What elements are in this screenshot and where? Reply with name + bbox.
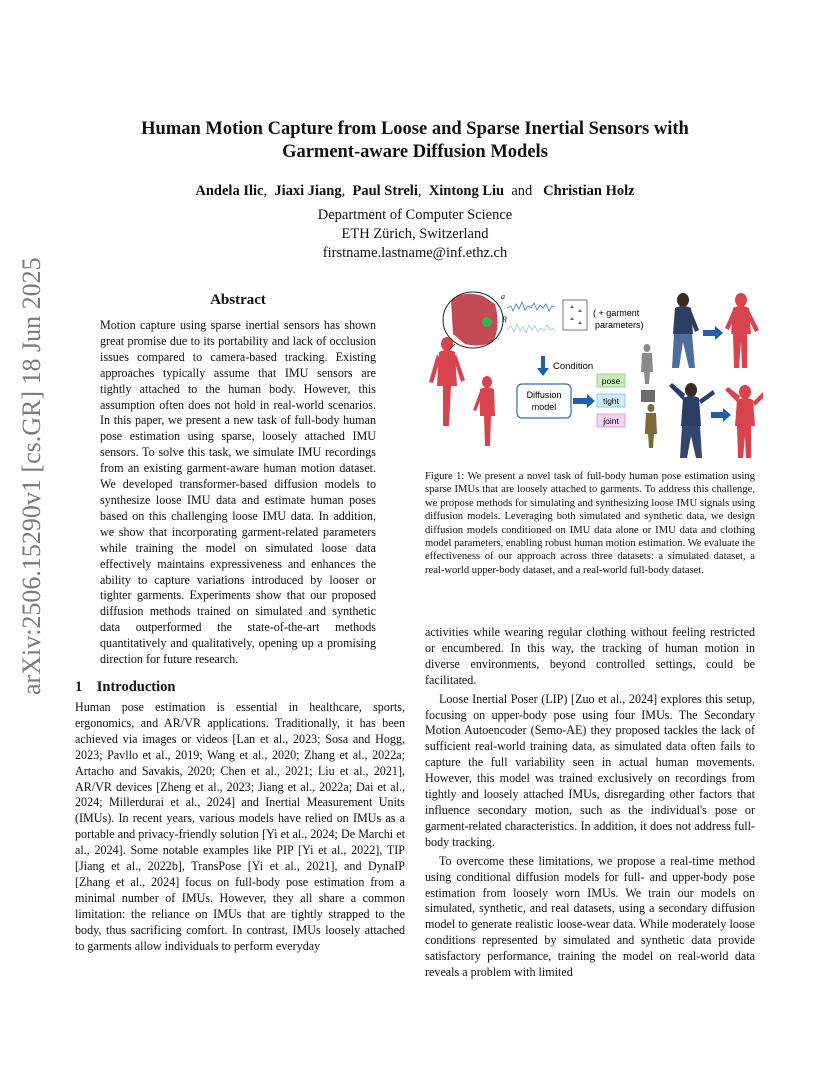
- abstract-text: Motion capture using sparse inertial sensors has shown great promise due to its portability and lack of occlusion issues compared to camera-based tracking. Existing approaches typically assume that IMU sensors are tightly attached to the human body. However, this assumption often does not hold in real-world scenarios. In this paper, we present a new task of full-body human pose estimation using sparse, loosely attached IMU sensors. To solve this task, we simulate IMU recordings from an existing garment-aware human motion dataset. We developed transformer-based diffusion models to synthesize loose IMU data and estimate human poses based on this challenging loose IMU data. In addition, we show that incorporating garment-related parameters while training the model on simulated loose data effectively maintains expressiveness and enhances the ability to capture variations introduced by looser or tighter garments. Experiments show that our proposed diffusion methods trained on simulated and synthetic data outperformed the state-of-the-art methods quantitatively and qualitatively, opening up a promising direction for future research.: [100, 318, 376, 667]
- garment-note-2: parameters): [595, 320, 644, 330]
- intro-paragraph-1: Human pose estimation is essential in healthcare, sports, ergonomics, and AR/VR applications. Traditionally, it has been achieved via images or videos [Lan et al., 2023; Sosa and Hogg, 2023; Pavllo et al., 2019; Wang et al., 2020; Zhang et al., 2022a; Artacho and Savakis, 2020; Chen et al., 2021; Liu et al., 2021], AR/VR devices [Zheng et al., 2023; Jiang et al., 2022a; Dai et al., 2024; Millerdurai et al., 2024] and Inertial Measurement Units (IMUs). In recent years, various models have relied on IMUs as a portable and privacy-friendly solution [Yi et al., 2024; De Marchi et al., 2024]. Some notable examples like PIP [Yi et al., 2022], TIP [Jiang et al., 2022b], TransPose [Yi et al., 2021], and DynaIP [Zhang et al., 2024] focus on full-body pose estimation from a minimal number of IMUs. However, they all share a common limitation: the reliance on IMUs that are tightly strapped to the body, thus sacrificing comfort. In contrast, IMUs loosely attached to garments allow individuals to perform everyday: [75, 700, 405, 953]
- label-R: R: [502, 315, 507, 324]
- author-list: Andela Ilic, Jiaxi Jiang, Paul Streli, Xintong Liu and Christian Holz: [195, 183, 635, 199]
- arxiv-stamp: arXiv:2506.15290v1 [cs.GR] 18 Jun 2025: [17, 257, 46, 695]
- output-tag-tight-label: tight: [602, 396, 620, 406]
- intro-right-column: [425, 625, 755, 981]
- arrow-top: [703, 326, 723, 340]
- middle-body-figure: [473, 376, 495, 446]
- author-name: Christian Holz: [543, 183, 635, 199]
- output-tag-pose-label: pose: [601, 376, 621, 386]
- section-number: 1: [75, 679, 83, 695]
- paper-title: [90, 118, 740, 164]
- condition-arrow-head: [537, 368, 549, 376]
- person-photo-bottom: [669, 383, 715, 458]
- arrow-bottom: [711, 408, 731, 422]
- title-line-1: Human Motion Capture from Loose and Sparse Inertial Sensors with: [141, 119, 689, 139]
- person-photo-top: [672, 293, 699, 368]
- garment-note-1: ( + garment: [593, 308, 640, 318]
- output-arrow: [573, 394, 595, 408]
- author-name: Andela Ilic: [195, 183, 264, 199]
- intro-paragraph-1-continued: activities while wearing regular clothing without feeling restricted or encumbered. In this way, the tracking of human motion in diverse environments, beyond controlled settings, could be facilitated.: [425, 625, 755, 687]
- label-a: a: [501, 292, 505, 301]
- author-name: Xintong Liu: [428, 183, 505, 199]
- output-tag-joint-label: joint: [603, 416, 619, 426]
- imu-sensor-box: [563, 300, 587, 330]
- section-heading-introduction: [75, 679, 395, 696]
- diffusion-label-2: model: [531, 402, 557, 412]
- small-pose-figures: [641, 344, 657, 448]
- author-name: Paul Streli: [352, 183, 418, 199]
- title-line-2: Garment-aware Diffusion Models: [282, 142, 548, 162]
- result-body-top: [725, 293, 759, 368]
- intro-paragraph-3: To overcome these limitations, we propose a real-time method using conditional diffusion models for full- and upper-body pose estimation from loosely worn IMUs. We train our models on simulated, synthetic, and real datasets, using a secondary diffusion model to generate realistic loose-wear data. While moderately loose conditions represented by simulated and synthetic data provide satisfactory performance, training the model on real-world data reveals a problem with limited: [425, 853, 755, 980]
- result-body-bottom: [725, 385, 763, 458]
- affiliation-institution: ETH Zürich, Switzerland: [341, 226, 489, 242]
- left-body-figure: [429, 337, 465, 426]
- intro-left-column: [75, 700, 405, 955]
- affiliation-email: firstname.lastname@inf.ethz.ch: [322, 245, 508, 261]
- figure-1-illustration: [423, 286, 763, 462]
- section-title: Introduction: [96, 679, 176, 695]
- affiliation-department: Department of Computer Science: [317, 207, 513, 223]
- condition-label: Condition: [553, 361, 594, 372]
- diffusion-label-1: Diffusion: [526, 390, 562, 400]
- author-name: Jiaxi Jiang: [274, 183, 342, 199]
- abstract-heading: Abstract: [210, 292, 266, 308]
- imu-signal-acceleration: [507, 302, 555, 311]
- condition-arrow-shaft: [541, 356, 545, 368]
- figure-1-caption: Figure 1: We present a novel task of full-body human pose estimation using sparse IMUs that are loosely attached to garments. To address this challenge, we propose methods for simulating and synthesizing loose IMU signals using diffusion models. Leveraging both simulated and synthetic data, we design diffusion models conditioned on IMU data alone or IMU data and clothing model parameters, enabling robust human motion estimation. We evaluate the effectiveness of our approach across three datasets: a simulated dataset, a real-world upper-body dataset, and a real-world full-body dataset.: [425, 471, 755, 576]
- imu-signal-rotation: [507, 324, 555, 333]
- figure-1: [423, 286, 763, 462]
- intro-paragraph-2: Loose Inertial Poser (LIP) [Zuo et al., 2024] explores this setup, focusing on upper-body pose using four IMUs. The Secondary Motion Autoencoder (Semo-AE) they proposed tackles the lack of sufficient real-world training data, as simulated data often fails to capture the full variability seen in actual human movements. However, this model was trained exclusively on recordings from tightly and loosely attached IMUs, disregarding other factors that influence secondary motion, such as the individual's pose or garment-related characteristics. In addition, it does not address full-body tracking.: [425, 691, 755, 849]
